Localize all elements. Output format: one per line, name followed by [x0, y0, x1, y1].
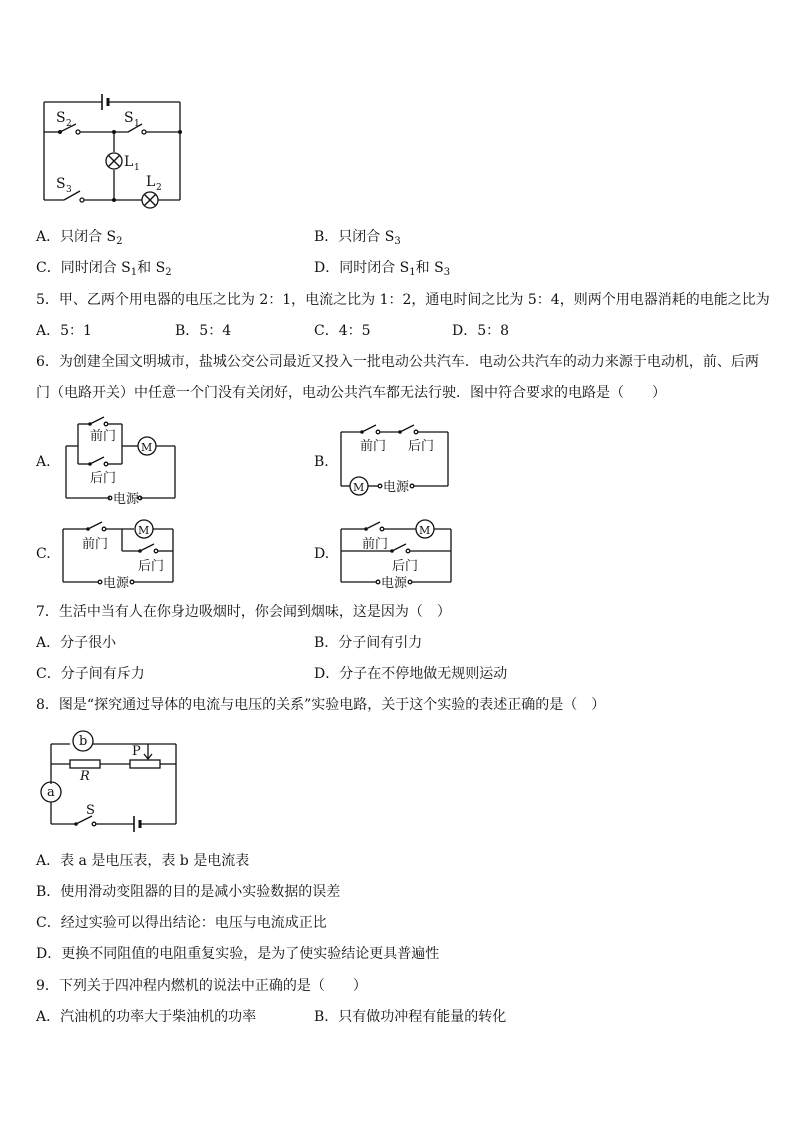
q8-option-c[interactable]: C．经过实验可以得出结论：电压与电流成正比 [36, 915, 327, 931]
q6-option-c-label[interactable]: C. [36, 546, 51, 562]
q8-option-d[interactable]: D．更换不同阻值的电阻重复实验，是为了使实验结论更具普遍性 [36, 946, 440, 962]
q8-meter-a-label: a [47, 785, 55, 800]
q4-option-d-sub: 1 [409, 267, 416, 278]
q9-option-b[interactable]: B．只有做功冲程有能量的转化 [314, 1009, 507, 1025]
q4-option-d-tail: 和 S [415, 260, 444, 276]
q4-option-a[interactable] [36, 227, 123, 252]
label-l1: L [124, 154, 134, 170]
q4-option-d[interactable] [314, 258, 450, 283]
q4-option-d-text: D．同时闭合 S [314, 260, 410, 276]
q5-option-c[interactable]: C．4：5 [314, 323, 371, 339]
q7-option-a[interactable]: A．分子很小 [36, 635, 117, 651]
q8-option-a[interactable]: A．表 a 是电压表，表 b 是电流表 [36, 853, 250, 869]
q8-circuit-diagram [36, 728, 186, 830]
label-l1-sub: 1 [134, 163, 140, 173]
q4-option-a-sub: 2 [116, 236, 123, 247]
q6d-front-label: 前门 [362, 537, 389, 552]
q6-stem-line2: 门（电路开关）中任意一个门没有关闭好，电动公共汽车都无法行驶．图中符合要求的电路是（ ） [36, 385, 666, 401]
q6b-back-label: 后门 [408, 439, 435, 454]
q6b-motor-label: M [353, 481, 365, 494]
q6-circuit-b [338, 420, 456, 500]
label-l2: L [146, 174, 156, 190]
q4-option-b-text: B．只闭合 S [314, 229, 395, 245]
q6a-motor-label: M [141, 441, 153, 454]
label-l2-sub: 2 [156, 183, 162, 193]
q4-option-c-sub2: 2 [165, 267, 172, 278]
q6a-front-label: 前门 [90, 429, 117, 444]
q9-option-a[interactable]: A．汽油机的功率大于柴油机的功率 [36, 1009, 257, 1025]
q6a-back-label: 后门 [90, 471, 117, 486]
q4-option-b[interactable] [314, 227, 401, 252]
label-s2: S [56, 110, 66, 126]
q7-option-d[interactable]: D．分子在不停地做无规则运动 [314, 666, 508, 682]
q8-slider-p-label: P [132, 744, 141, 759]
q6c-motor-label: M [138, 524, 150, 537]
q6-option-d-label[interactable]: D. [314, 546, 330, 562]
label-s3-sub: 3 [66, 185, 72, 195]
q4-circuit-diagram [30, 88, 200, 218]
q6b-power-label: 电源 [383, 480, 410, 495]
q4-option-c-sub: 1 [130, 267, 138, 278]
q6c-back-label: 后门 [138, 559, 165, 574]
q6-option-a-label[interactable]: A. [36, 454, 51, 470]
q6a-power-label: 电源 [113, 492, 140, 507]
q5-option-b[interactable]: B．5：4 [175, 323, 232, 339]
q4-option-c[interactable] [36, 258, 172, 283]
q5-option-a[interactable]: A．5：1 [36, 323, 92, 339]
q8-switch-s-label: S [86, 803, 95, 818]
q6-circuit-a [60, 412, 185, 508]
q8-option-b[interactable]: B．使用滑动变阻器的目的是减小实验数据的误差 [36, 884, 341, 900]
label-s1: S [124, 110, 134, 126]
q6-circuit-d [338, 515, 463, 593]
q9-stem: 9．下列关于四冲程内燃机的说法中正确的是（ ） [36, 978, 367, 994]
q6-option-b-label[interactable]: B. [314, 454, 329, 470]
label-s2-sub: 2 [66, 119, 72, 129]
q6d-back-label: 后门 [392, 559, 419, 574]
q6-stem-line1: 6．为创建全国文明城市，盐城公交公司最近又投入一批电动公共汽车．电动公共汽车的动力来源于电动机，前、后两 [36, 354, 759, 370]
q6c-front-label: 前门 [82, 537, 109, 552]
q4-option-d-sub2: 3 [443, 267, 451, 278]
label-s1-sub: 1 [134, 119, 140, 129]
q7-stem: 7．生活中当有人在你身边吸烟时，你会闻到烟味，这是因为（ ） [36, 604, 451, 620]
label-s3: S [56, 176, 66, 192]
q4-option-a-text: A．只闭合 S [36, 229, 117, 245]
q6d-power-label: 电源 [381, 576, 408, 591]
q4-option-c-tail: 和 S [137, 260, 166, 276]
q6c-power-label: 电源 [103, 576, 130, 591]
q8-resistor-r-label: R [80, 769, 90, 784]
q8-meter-b-label: b [79, 734, 88, 749]
q5-stem: 5．甲、乙两个用电器的电压之比为 2：1，电流之比为 1：2，通电时间之比为 5：4，则两个用电器消耗的电能之比为 [36, 292, 770, 308]
q4-option-b-sub: 3 [394, 236, 401, 247]
q6d-motor-label: M [419, 524, 431, 537]
q7-option-c[interactable]: C．分子间有斥力 [36, 666, 145, 682]
q5-option-d[interactable]: D．5：8 [452, 323, 510, 339]
q6-circuit-c [60, 515, 185, 593]
q6b-front-label: 前门 [360, 439, 387, 454]
q7-option-b[interactable]: B．分子间有引力 [314, 635, 423, 651]
q8-stem: 8．图是“探究通过导体的电流与电压的关系”实验电路，关于这个实验的表述正确的是（ ） [36, 697, 606, 713]
q4-option-c-text: C．同时闭合 S [36, 260, 131, 276]
